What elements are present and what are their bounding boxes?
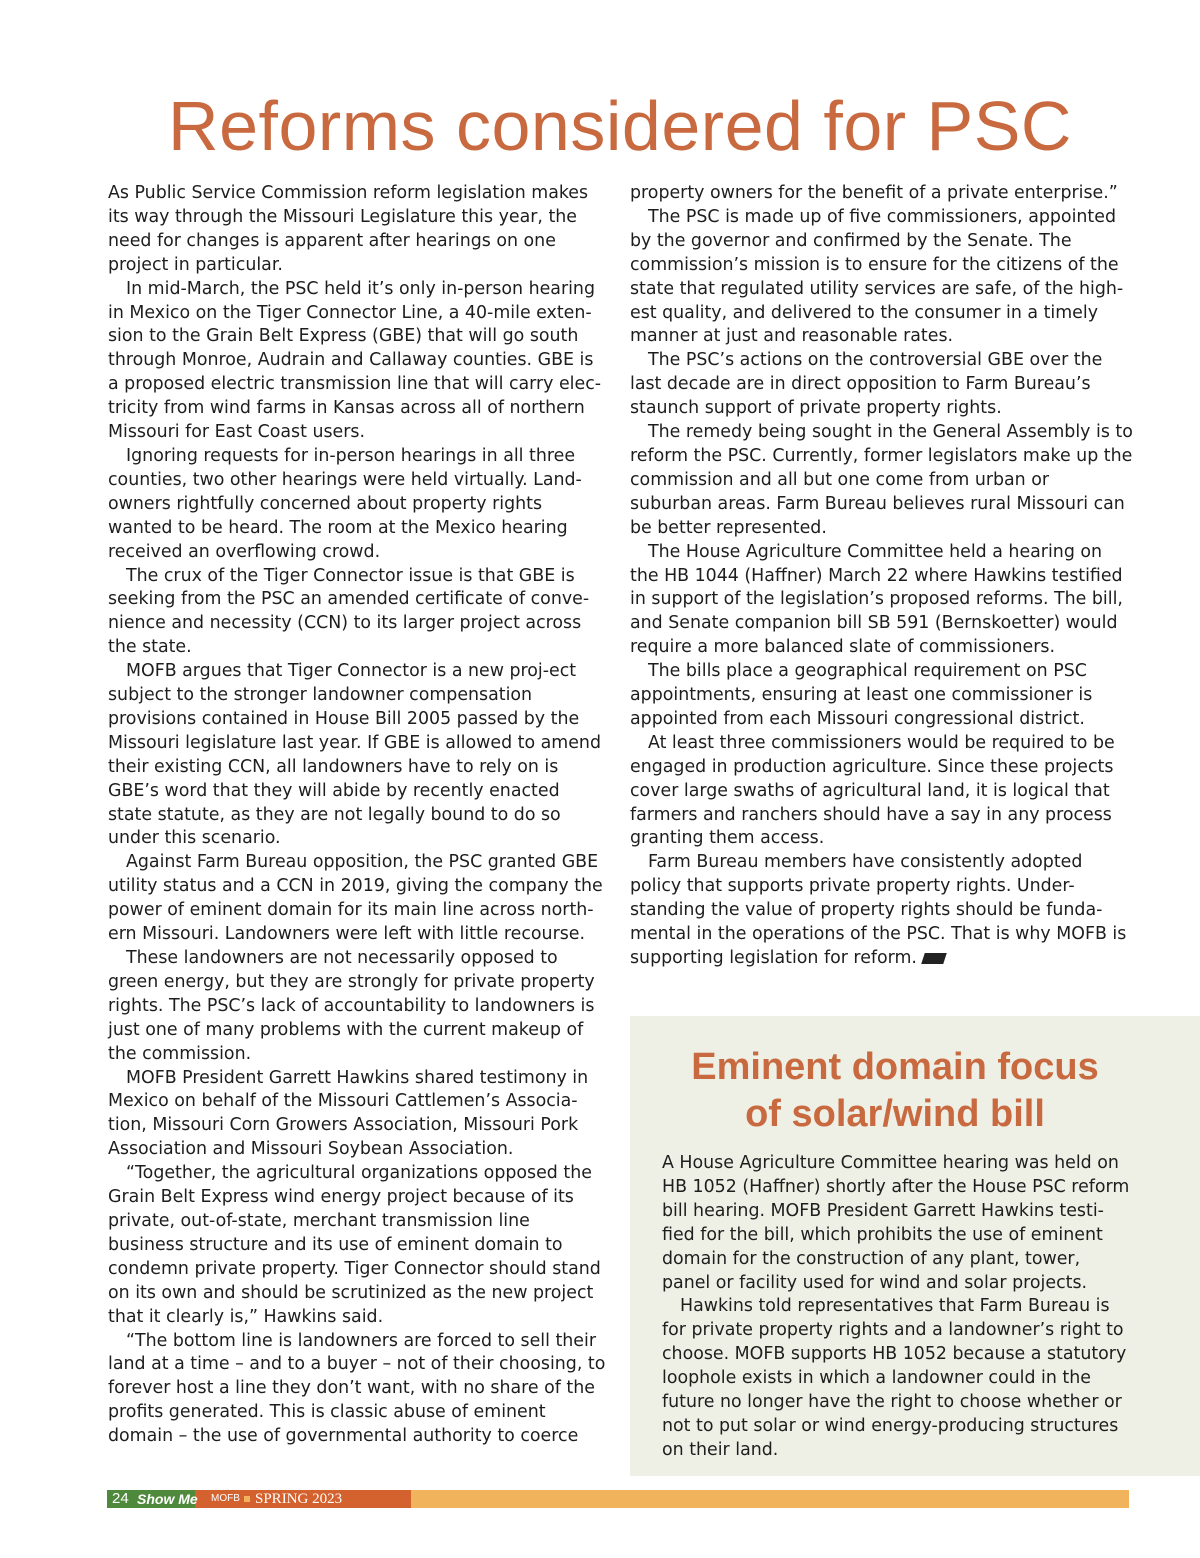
sidebar-paragraph: Hawkins told representatives that Farm Bureau is for private property rights and a landowner’s right to choose. MOFB supports HB 1052 because a statutory loophole exists in which a landowner could in the future no longer have the right to choose whether or not to put solar or wind energy-producing structures on their land. [662,1296,1127,1460]
article-paragraph: Ignoring requests for in-person hearings in all three counties, two other hearings were held virtually. Land-owners rightfully concerned about property rights wanted to be heard. The room at the Mexico hearing received an overflowing crowd. [108,445,582,562]
article-paragraph: The remedy being sought in the General Assembly is to reform the PSC. Currently, former legislators make up the commission and all but one come from urban or suburban areas. Farm Bureau believes rural Missouri can be better represented. [630,422,1133,538]
sidebar-paragraph: A House Agriculture Committee hearing was held on HB 1052 (Haffner) shortly after the House PSC reform bill hearing. MOFB President Garrett Hawkins testi-fied for the bill, which prohibits the use of eminent domain for the construction of any plant, tower, panel or facility used for wind and solar projects. [662,1153,1130,1293]
page-number: 24 [112,1490,129,1507]
article-paragraph: The PSC is made up of five commissioners, appointed by the governor and confirmed by the Senate. The commission’s mission is to ensure for the citizens of the state that regulated utility services are safe, of the high-est quality, and delivered to the consumer in a timely manner at just and reasonable rates. [630,206,1124,347]
sidebar-body [662,1152,1132,1463]
article-paragraph: The crux of the Tiger Connector issue is that GBE is seeking from the PSC an amended certificate of conve-nience and necessity (CCN) to its larger project across the state. [108,565,590,658]
article-right-column [630,182,1135,971]
sidebar-title [630,1044,1160,1138]
article-paragraph-text: Farm Bureau members have consistently adopted policy that supports private property rights. Under-standing the value of property rights should be funda-mental in the operations of the PSC. That is why MOFB is supporting legislation for reform. [630,852,1127,968]
article-paragraph: “Together, the agricultural organizations opposed the Grain Belt Express wind energy project because of its private, out-of-state, merchant transmission line business structure and its use of eminent domain to condemn private property. Tiger Connector should stand on its own and should be scrutinized as the new project that it clearly is,” Hawkins said. [108,1163,601,1327]
org-name: MOFB [211,1493,240,1504]
footer-separator-icon [244,1496,250,1502]
article-paragraph: property owners for the benefit of a private enterprise.” [630,183,1118,203]
article-paragraph: MOFB argues that Tiger Connector is a new proj-ect subject to the stronger landowner compensation provisions contained in House Bill 2005 passed by the Missouri legislature last year. If GBE is allowed to amend their existing CCN, all landowners have to rely on is GBE’s word that they will abide by recently enacted state statute, as they are not legally bound to do so under this scenario. [108,661,601,849]
sidebar-title-line1: Eminent domain focus [691,1046,1099,1088]
article-paragraph: “The bottom line is landowners are forced to sell their land at a time – and to a buyer – not of their choosing, to forever host a line they don’t want, with no share of the profits generated. This is classic abuse of eminent domain – the use of governmental authority to coerce [108,1330,606,1447]
footer-bar [107,1490,1129,1508]
article-paragraph: In mid-March, the PSC held it’s only in-person hearing in Mexico on the Tiger Connector Line, a 40-mile exten-sion to the Grain Belt Express (GBE) that will go south through Monroe, Audrain and Callaway counties. GBE is a proposed electric transmission line that will carry elec-tricity from wind farms in Kansas across all of northern Missouri for East Coast users. [108,278,602,443]
article-paragraph: MOFB President Garrett Hawkins shared testimony in Mexico on behalf of the Missouri Cattlemen’s Associa-tion, Missouri Corn Growers Association, Missouri Pork Association and Missouri Soybean Association. [108,1067,589,1160]
sidebar-box [630,1016,1200,1476]
article-paragraph-last [630,851,1135,971]
magazine-name: Show Me [137,1491,198,1507]
article-paragraph: The House Agriculture Committee held a hearing on the HB 1044 (Haffner) March 22 where Hawkins testified in support of the legislation’s proposed reforms. The bill, and Senate companion bill SB 591 (Bernskoetter) would require a more balanced slate of commissioners. [630,541,1123,658]
article-title: Reforms considered for PSC [168,87,1072,165]
mofb-end-mark-icon [921,953,947,964]
article-left-column [108,182,608,1449]
article-paragraph: The bills place a geographical requirement on PSC appointments, ensuring at least one commissioner is appointed from each Missouri congressional district. [630,661,1093,729]
sidebar-title-line2: of solar/wind bill [745,1093,1045,1135]
issue-season: SPRING 2023 [255,1491,343,1507]
article-paragraph: The PSC’s actions on the controversial GBE over the last decade are in direct opposition to Farm Bureau’s staunch support of private property rights. [630,350,1103,419]
article-paragraph: At least three commissioners would be required to be engaged in production agriculture. Since these projects cover large swaths of agricultural land, it is logical that farmers and ranchers should have a say in any process granting them access. [630,732,1115,849]
article-paragraph: These landowners are not necessarily opposed to green energy, but they are strongly for private property rights. The PSC’s lack of accountability to landowners is just one of many problems with the current makeup of the commission. [108,948,595,1064]
article-paragraph: Against Farm Bureau opposition, the PSC granted GBE utility status and a CCN in 2019, giving the company the power of eminent domain for its main line across north-ern Missouri. Landowners were left with little recourse. [108,852,603,945]
article-paragraph: As Public Service Commission reform legislation makes its way through the Missouri Legislature this year, the need for changes is apparent after hearings on one project in particular. [108,183,589,275]
